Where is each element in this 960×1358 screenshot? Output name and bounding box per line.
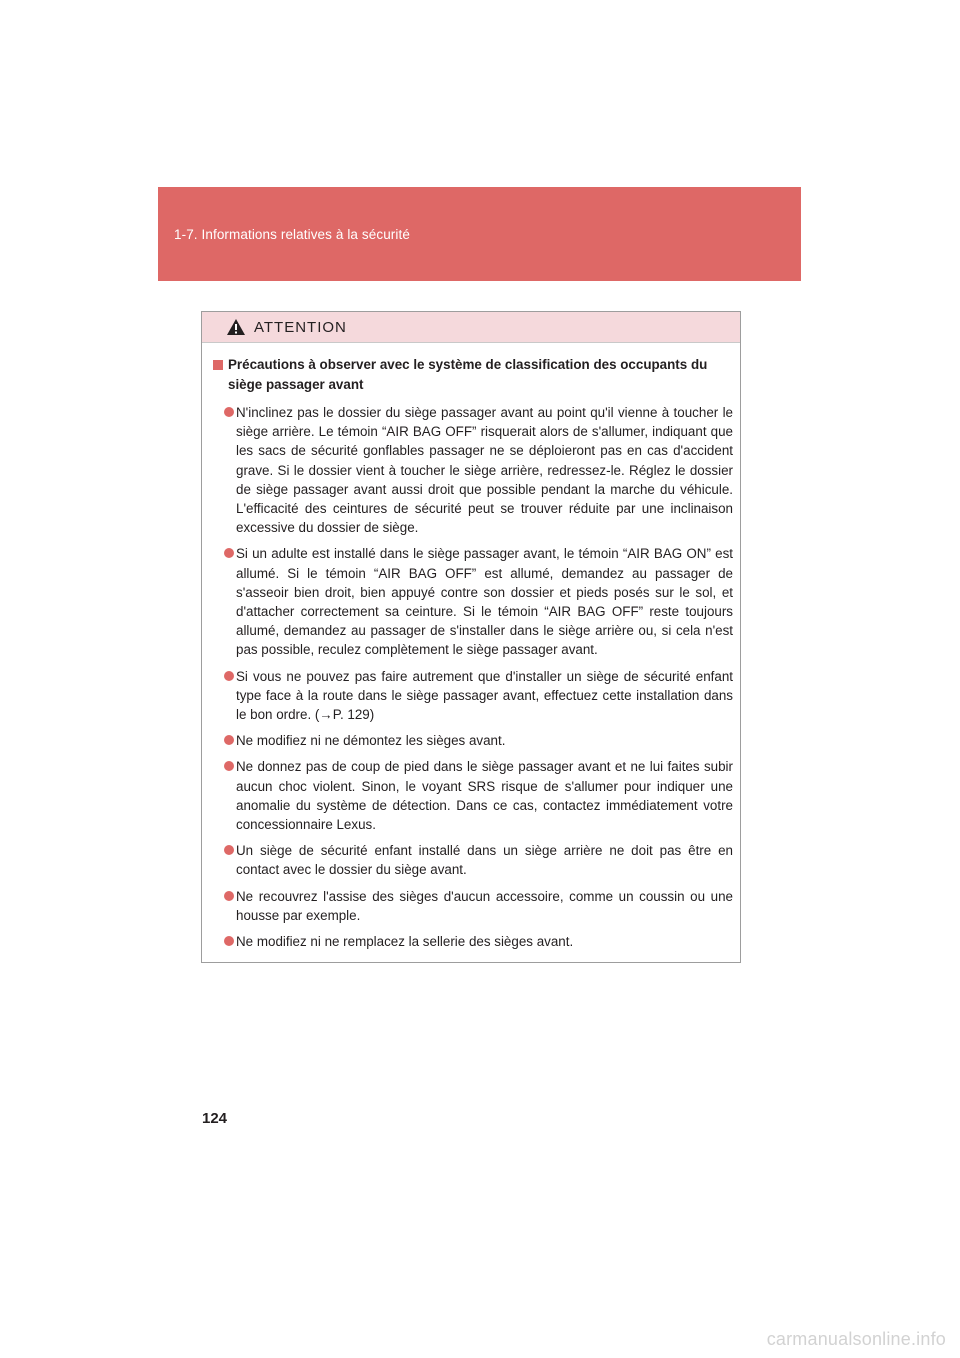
bullet-dot-icon <box>224 891 234 901</box>
bullet-text: Si un adulte est installé dans le siège passager avant, le témoin “AIR BAG ON” est allumé. Si le témoin “AIR BAG OFF” est allumé, demandez au passager de s'asseoir bien droit, bien appuyé contre son dossier et pieds posés sur le sol, et d'attacher correctement sa ceinture. Si le témoin “AIR BAG OFF” reste toujours allumé, demandez au passager de s'installer dans le siège arrière ou, si cela n'est pas possible, reculez complètement le siège passager avant. <box>236 546 733 658</box>
bullet-text: Si vous ne pouvez pas faire autrement que d'installer un siège de sécurité enfant type face à la route dans le siège passager avant, effectuez cette installation dans le bon ordre. (→P. 129) <box>236 668 733 723</box>
bullet-text: Ne modifiez ni ne remplacez la sellerie des sièges avant. <box>236 934 574 950</box>
warning-heading <box>212 355 733 395</box>
bullet-dot-icon <box>224 735 234 745</box>
bullet-item <box>212 403 733 537</box>
watermark: carmanualsonline.info <box>766 1329 946 1349</box>
warning-title: ATTENTION <box>254 318 347 336</box>
bullet-item <box>212 757 733 834</box>
bullet-dot-icon <box>224 936 234 946</box>
bullet-text: Ne modifiez ni ne démontez les sièges avant. <box>236 733 506 749</box>
bullet-item <box>212 731 733 750</box>
bullet-text: N'inclinez pas le dossier du siège passager avant au point qu'il vienne à toucher le siège arrière. Le témoin “AIR BAG OFF” risquerait alors de s'allumer, indiquant que les sacs de sécurité gonflables passager ne se déploieront pas en cas d'accident grave. Si le dossier vient à toucher le siège arrière, redressez-le. Réglez le dossier de siège passager avant aussi droit que possible pendant la marche du véhicule. L'efficacité des ceintures de sécurité peut se trouver réduite par une inclinaison excessive du dossier de siège. <box>236 405 733 536</box>
bullet-text: Ne donnez pas de coup de pied dans le siège passager avant et ne lui faites subir aucun choc violent. Sinon, le voyant SRS risque de s'allumer pour indiquer une anomalie du système de détection. Dans ce cas, contactez immédiatement votre concessionnaire Lexus. <box>236 759 733 833</box>
bullet-dot-icon <box>224 761 234 771</box>
warning-box <box>201 311 741 963</box>
bullet-item <box>212 887 733 925</box>
warning-triangle-icon <box>226 318 246 336</box>
section-title: 1-7. Informations relatives à la sécurité <box>174 227 410 242</box>
bullet-item <box>212 544 733 659</box>
bullet-dot-icon <box>224 548 234 558</box>
page-number: 124 <box>202 1110 228 1127</box>
bullet-item <box>212 841 733 879</box>
warning-body <box>202 343 740 951</box>
bullet-text: Ne recouvrez l'assise des sièges d'aucun accessoire, comme un coussin ou une housse par exemple. <box>236 888 733 923</box>
bullet-item <box>212 667 733 725</box>
heading-square-icon <box>213 360 223 370</box>
bullet-text: Un siège de sécurité enfant installé dans un siège arrière ne doit pas être en contact avec le dossier du siège avant. <box>236 843 733 878</box>
bullet-dot-icon <box>224 845 234 855</box>
section-header-band <box>158 187 801 281</box>
bullet-dot-icon <box>224 407 234 417</box>
bullet-dot-icon <box>224 671 234 681</box>
bullet-item <box>212 932 733 951</box>
warning-header <box>202 312 740 343</box>
warning-heading-text: Précautions à observer avec le système de classification des occupants du siège passager avant <box>228 357 708 392</box>
